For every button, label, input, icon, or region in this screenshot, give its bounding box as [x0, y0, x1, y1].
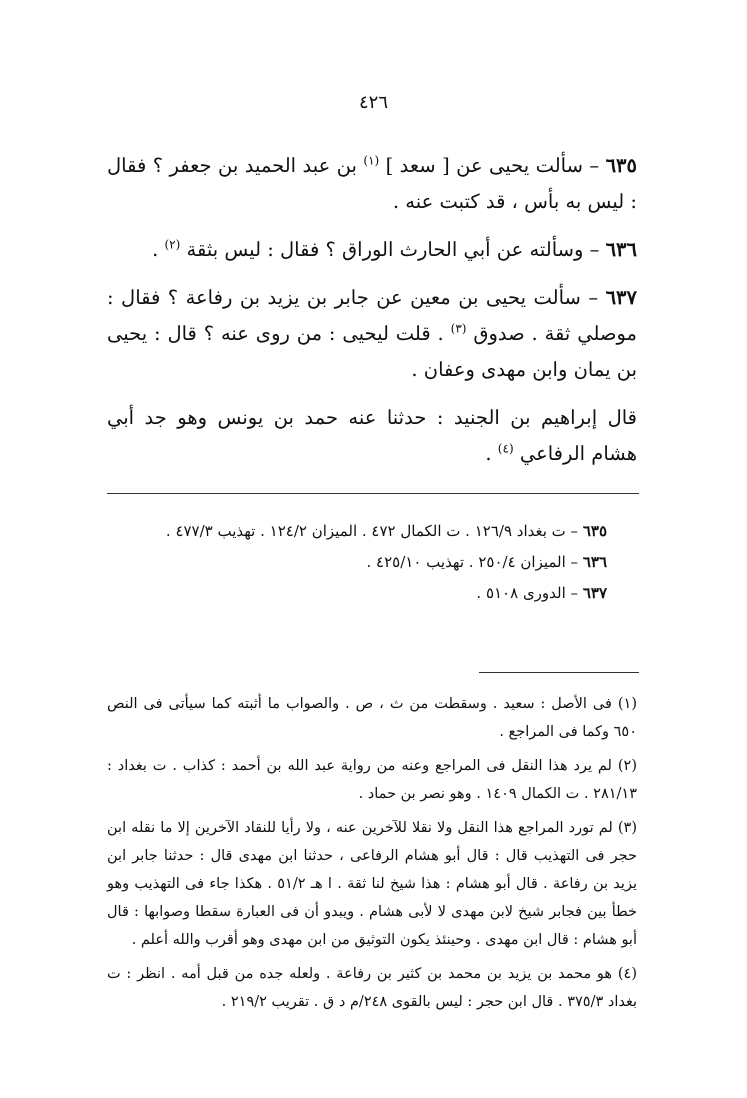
- reference-text: – الميزان ٢٥٠/٤ . تهذيب ٤٢٥/١٠ .: [366, 553, 583, 571]
- footnote-marker: (٢): [164, 237, 181, 252]
- section-divider: [107, 493, 639, 494]
- entry-text: قال إبراهيم بن الجنيد : حدثنا عنه حمد بن يونس وهو جد أبي هشام الرفاعي: [107, 406, 637, 465]
- entry-number: ٦٣٧: [605, 286, 637, 309]
- reference-text: – الدورى ٥١٠٨ .: [476, 584, 583, 602]
- footnote-marker: (٣): [450, 321, 467, 336]
- entry-635: [107, 148, 637, 220]
- footnote-marker: (٤): [497, 441, 514, 456]
- entry-text: – وسألته عن أبي الحارث الوراق ؟ فقال : ليس بثقة: [180, 238, 606, 261]
- entry-636: [107, 232, 637, 268]
- footnotes-section: [107, 690, 637, 1022]
- footnote-text: هو محمد بن يزيد بن محمد بن كثير بن رفاعة . ولعله جده من قبل أمه . انظر : ت بغداد ٣٧٥/٣ . قال ابن حجر : ليس بالقوى ٢٤٨/م د ق . تقريب ٢١٩/٢ .: [107, 966, 637, 1010]
- entry-number: ٦٣٦: [605, 238, 637, 261]
- reference-number: ٦٣٧: [582, 584, 607, 602]
- reference-text: – ت بغداد ١٢٦/٩ . ت الكمال ٤٧٢ . الميزان ١٢٤/٢ . تهذيب ٤٧٧/٣ .: [165, 522, 583, 540]
- entry-text-tail: بن عبد الحميد بن جعفر ؟ فقال : ليس به بأس ، قد كتبت عنه .: [107, 154, 637, 213]
- entry-ibn-junaid: [107, 400, 637, 472]
- footnote-text: فى الأصل : سعيد . وسقطت من ث ، ص . والصواب ما أثبته كما سيأتى فى النص ٦٥٠ وكما فى المراجع .: [107, 696, 637, 740]
- main-text: [107, 148, 637, 484]
- footnote-mark: (١): [617, 696, 637, 712]
- footnote-3: [107, 814, 637, 954]
- reference-number: ٦٣٦: [582, 553, 607, 571]
- entry-text-tail: .: [152, 238, 165, 261]
- footnote-divider: [479, 672, 639, 673]
- entry-text-tail: . قلت ليحيى : من روى عنه ؟ قال : يحيى بن يمان وابن مهدى وعفان .: [107, 322, 637, 381]
- footnote-marker: (١): [363, 153, 380, 168]
- reference-637: [107, 580, 637, 607]
- reference-number: ٦٣٥: [582, 522, 607, 540]
- footnote-mark: (٣): [617, 820, 637, 836]
- entry-text: – سألت يحيى بن معين عن جابر بن يزيد بن رفاعة ؟ فقال : موصلي ثقة . صدوق: [107, 286, 637, 345]
- footnote-text: لم يرد هذا النقل فى المراجع وعنه من رواية عبد الله بن أحمد : كذاب . ت بغداد : ٢٨١/١٣ . ت الكمال ١٤٠٩ . وهو نصر بن حماد .: [107, 758, 637, 802]
- reference-635: [107, 518, 637, 545]
- entry-637: [107, 280, 637, 388]
- entry-text-tail: .: [485, 442, 498, 465]
- page-number: ٤٢٦: [358, 92, 388, 113]
- footnote-1: [107, 690, 637, 746]
- references-section: [107, 518, 637, 611]
- entry-number: ٦٣٥: [605, 154, 637, 177]
- footnote-2: [107, 752, 637, 808]
- footnote-4: [107, 960, 637, 1016]
- footnote-text: لم تورد المراجع هذا النقل ولا نقلا للآخرين عنه ، ولا رأيا للنقاد الآخرين إلا ما نقله ابن حجر فى التهذيب قال : قال أبو هشام الرفاعى ، حدثنا ابن مهدى قال : حدثنا جابر ابن يزيد بن رفاعة . قال أبو هشام : هذا شيخ لنا ثقة . ا هـ ٥١/٢ . هكذا جاء فى التهذيب وهو خطأ بين فجابر شيخ لابن مهدى لا لأبى هشام . ويبدو أن فى العبارة سقطا وصوابها : قال أبو هشام : قال ابن مهدى . وحينئذ يكون التوثيق من ابن مهدى وهو أقرب والله أعلم .: [107, 820, 637, 948]
- footnote-mark: (٢): [617, 758, 637, 774]
- footnote-mark: (٤): [617, 966, 637, 982]
- entry-text: – سألت يحيى عن [ سعد ]: [379, 154, 606, 177]
- reference-636: [107, 549, 637, 576]
